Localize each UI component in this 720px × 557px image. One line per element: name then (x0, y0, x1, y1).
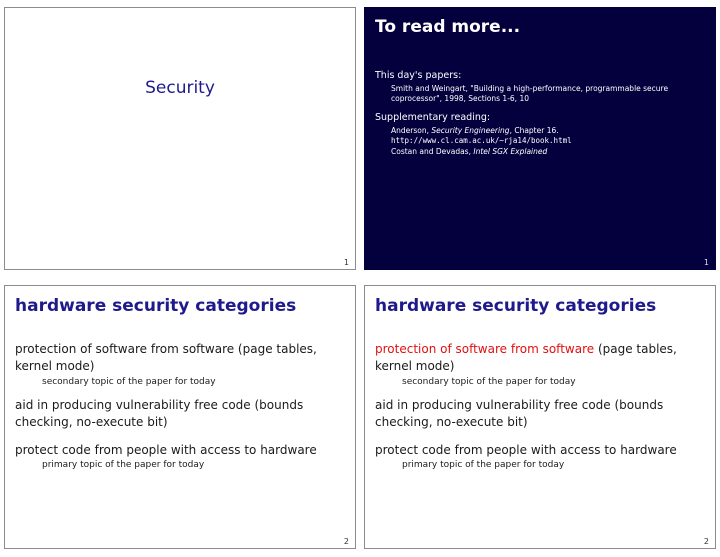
category-software: protection of software from software (page tables, kernel mode) (15, 342, 317, 374)
author-text: Costan and Devadas, (391, 146, 474, 156)
supplementary-item (391, 147, 705, 157)
category-vulnerability: aid in producing vulnerability free code (bounds checking, no-execute bit) (15, 397, 304, 430)
reading-list (375, 70, 705, 157)
slide-title: To read more... (375, 17, 521, 37)
paper-line: Smith and Weingart, "Building a high-performance, programmable secure (391, 84, 669, 93)
slide-1 (4, 7, 356, 270)
category-list (375, 341, 709, 470)
slide-title: hardware security categories (15, 296, 297, 316)
slide-title: hardware security categories (375, 296, 657, 316)
category-vulnerability: aid in producing vulnerability free code (bounds checking, no-execute bit) (375, 397, 664, 430)
supplementary-section (375, 112, 705, 156)
book-title: Security Engineering (431, 126, 510, 136)
page-number: 2 (343, 537, 349, 546)
category-note: primary topic of the paper for today (402, 459, 565, 470)
category-hardware: protect code from people with access to hardware (375, 442, 677, 457)
slide-2 (364, 7, 716, 270)
highlighted-text: protection of software from software (375, 342, 595, 356)
chapter-text: , Chapter 16. (509, 126, 559, 136)
category-note: secondary topic of the paper for today (402, 376, 576, 387)
category-note: secondary topic of the paper for today (42, 376, 216, 387)
author-text: Anderson, (391, 126, 432, 136)
supplementary-item (391, 126, 705, 136)
category-text: (page tables, kernel mode) (375, 342, 677, 374)
papers-section (375, 70, 705, 104)
book-url: http://www.cl.cam.ac.uk/~rja14/book.html (391, 136, 572, 146)
slide-3 (4, 285, 356, 549)
paper-title: Intel SGX Explained (473, 146, 548, 156)
papers-label: This day's papers: (375, 70, 462, 81)
slide-4 (364, 285, 716, 549)
slide-title: Security (145, 78, 215, 98)
page-number: 1 (703, 258, 709, 267)
papers-list (375, 84, 705, 104)
page-number: 1 (343, 258, 349, 267)
supplementary-label: Supplementary reading: (375, 112, 491, 124)
page-number: 2 (703, 537, 709, 546)
category-list (15, 341, 349, 470)
category-hardware: protect code from people with access to hardware (15, 442, 317, 457)
category-software (375, 341, 709, 376)
supplementary-list (375, 126, 705, 156)
paper-line: coprocessor", 1998, Sections 1-6, 10 (391, 94, 529, 104)
category-note: primary topic of the paper for today (42, 459, 205, 470)
